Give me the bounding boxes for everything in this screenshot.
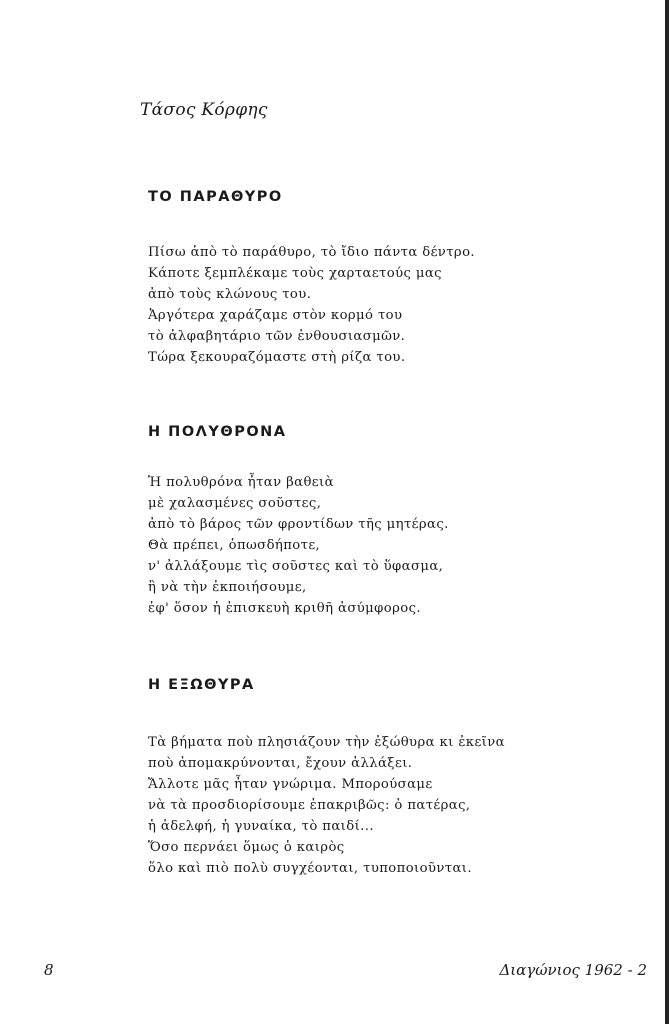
poem-line: Πίσω ἀπὸ τὸ παράθυρο, τὸ ἴδιο πάντα δέντρο. xyxy=(148,245,476,260)
poem-i-polythrona xyxy=(148,422,449,619)
poem-lines xyxy=(148,242,475,368)
poem-lines xyxy=(148,732,505,879)
poem-line: τὸ ἀλφαβητάριο τῶν ἐνθουσιασμῶν. xyxy=(148,329,406,344)
poem-line: Ὅσο περνάει ὅμως ὁ καιρὸς xyxy=(148,840,345,855)
poem-line: ὅλο καὶ πιὸ πολὺ συγχέονται, τυποποιοῦνται. xyxy=(148,861,472,876)
poem-to-parathyro xyxy=(148,187,475,368)
page-number: 8 xyxy=(44,961,54,979)
poem-line: Ἡ πολυθρόνα ἦταν βαθειὰ xyxy=(148,475,334,490)
author-name: Τάσος Κόρφης xyxy=(140,100,268,120)
poem-title: ΤΟ ΠΑΡΑΘΥΡΟ xyxy=(148,189,283,205)
page-edge xyxy=(665,0,669,1024)
poem-line: νὰ τὰ προσδιορίσουμε ἐπακριβῶς: ὁ πατέρας, xyxy=(148,798,471,813)
poem-line: Ἄλλοτε μᾶς ἦταν γνώριμα. Μπορούσαμε xyxy=(148,777,433,792)
poem-lines xyxy=(148,472,449,619)
poem-line: ποὺ ἀπομακρύνονται, ἔχουν ἀλλάξει. xyxy=(148,756,413,771)
journal-issue: Διαγώνιος 1962 - 2 xyxy=(499,961,647,979)
poem-i-exothyra xyxy=(148,675,505,879)
poem-line: μὲ χαλασμένες σοῦστες, xyxy=(148,496,322,511)
poem-line: Θὰ πρέπει, ὁπωσδήποτε, xyxy=(148,538,321,553)
poem-line: ἀπὸ τὸ βάρος τῶν φροντίδων τῆς μητέρας. xyxy=(148,517,449,532)
poem-line: Κάποτε ξεμπλέκαμε τοὺς χαρταετούς μας xyxy=(148,266,442,281)
poem-title: Η ΕΞΩΘΥΡΑ xyxy=(148,677,255,693)
poem-line: ἀπὸ τοὺς κλώνους του. xyxy=(148,287,312,302)
poem-line: ἡ ἀδελφή, ἡ γυναίκα, τὸ παιδί... xyxy=(148,819,374,834)
poem-line: Ἀργότερα χαράζαμε στὸν κορμό του xyxy=(148,308,403,323)
poem-line: ἢ νὰ τὴν ἐκποιήσουμε, xyxy=(148,580,307,595)
poem-line: ν' ἀλλάξουμε τὶς σοῦστες καὶ τὸ ὕφασμα, xyxy=(148,559,444,574)
poem-title: Η ΠΟΛΥΘΡΟΝΑ xyxy=(148,424,287,440)
poem-line: Τώρα ξεκουραζόμαστε στὴ ρίζα του. xyxy=(148,350,406,365)
poem-line: ἐφ' ὅσον ἡ ἐπισκευὴ κριθῆ ἀσύμφορος. xyxy=(148,601,421,616)
poem-line: Τὰ βήματα ποὺ πλησιάζουν τὴν ἐξώθυρα κι ἐκεῖνα xyxy=(148,735,505,750)
